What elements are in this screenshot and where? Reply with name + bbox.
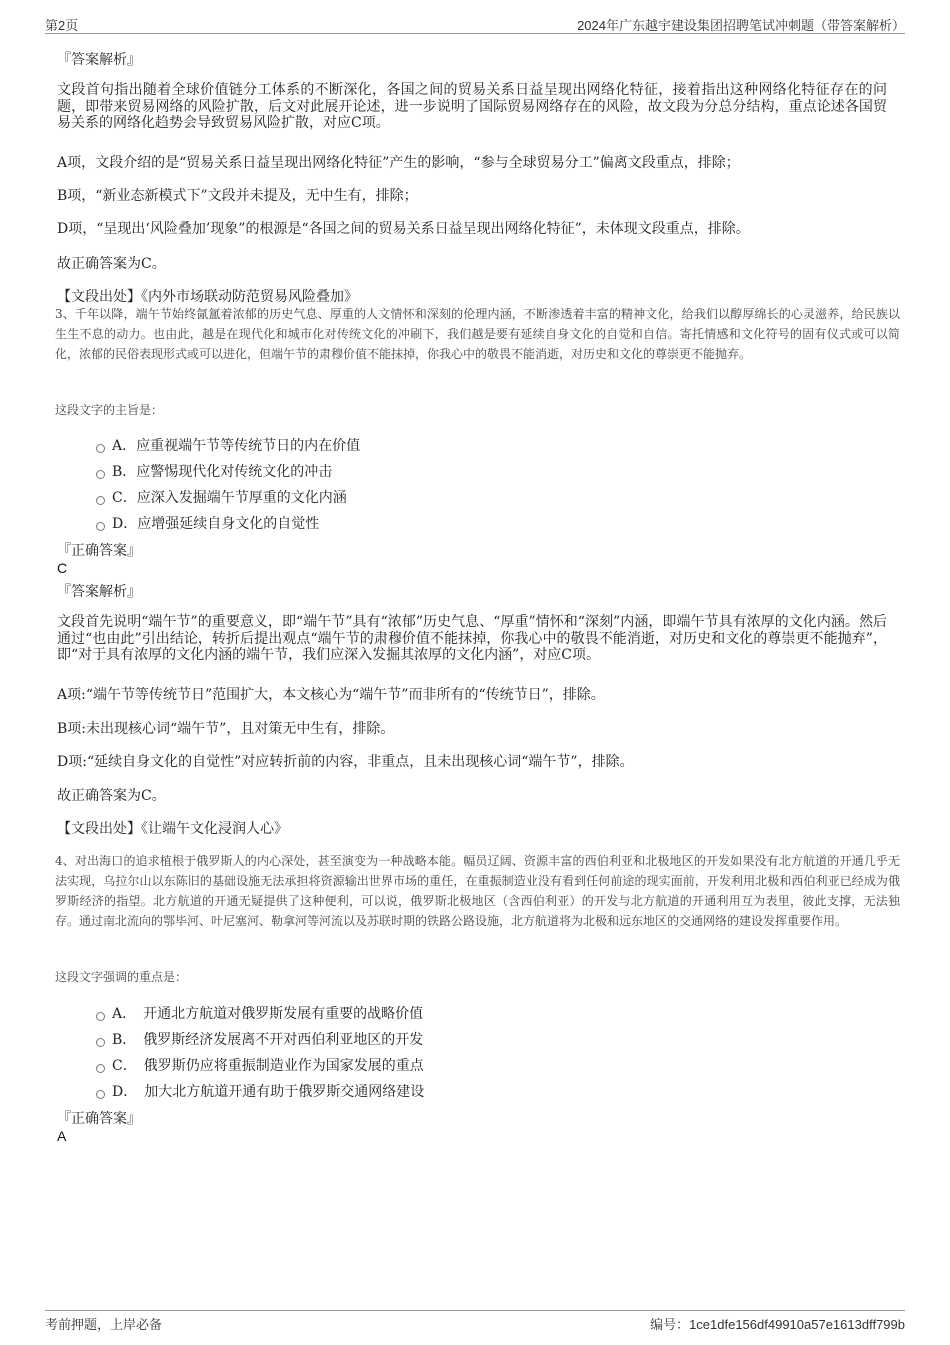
question-4-passage: 4、对出海口的追求植根于俄罗斯人的内心深处，甚至演变为一种战略本能。幅员辽阔、资源丰富的西伯利亚和北极地区的开发如果没有北方航道的开通几乎无法实现，乌拉尔山以东陈旧的基础设施无法承担将资源输出世界市场的重任，在重振制造业没有看到任何前途的现实面前，开发利用北极和西伯利亚已经成为俄罗斯经济的指望。北方航道的开通无疑提供了这种便利，可以说，俄罗斯北极地区（含西伯利亚）的开发与北方航道的开通利用互为表里，彼此支撑，无法独存。通过南北流向的鄂毕河、叶尼塞河、勒拿河等河流以及苏联时期的铁路公路设施，北方航道将为北极和远东地区的交通网络的建设发挥重要作用。 [55,854,900,928]
document-title: 2024年广东越宇建设集团招聘笔试冲刺题（带答案解析） [577,18,905,33]
question-4-option-b[interactable] [96,1029,423,1049]
radio-icon[interactable] [96,1012,105,1021]
passage-source: 【文段出处】《内外市场联动防范贸易风险叠加》 [57,289,358,305]
header-rule [45,33,905,34]
radio-icon[interactable] [96,470,105,479]
correct-answer-value: A [57,1128,67,1144]
document-id: 编号：1ce1dfe156df49910a57e1613dff799b [650,1317,905,1332]
analysis-label: 『答案解析』 [57,52,141,68]
question-3-passage: 3、千年以降，端午节始终氤氲着浓郁的历史气息、厚重的人文情怀和深刻的伦理内涵，不断渗透着丰富的精神文化，给我们以醇厚绵长的心灵滋养，给民族以生生不息的动力。也由此，越是在现代化和城市化对传统文化的冲刷下，我们越是要有延续自身文化的自觉和自信。寄托情感和文化符号的固有仪式或可以简化，浓郁的民俗表现形式或可以进化，但端午节的肃穆价值不能抹掉，你我心中的敬畏不能消逝，对历史和文化的尊崇更不能抛弃。 [55,307,900,361]
passage-source: 【文段出处】《让端午文化浸润人心》 [57,821,288,837]
footer-slogan: 考前押题，上岸必备 [45,1317,163,1332]
question-3-prompt: 这段文字的主旨是： [55,403,164,417]
analysis-paragraph: 文段首句指出随着全球价值链分工体系的不断深化，各国之间的贸易关系日益呈现出网络化特征，接着指出这种网络化特征存在的问题，即带来贸易网络的风险扩散，后文对此展开论述，进一步说明了国际贸易网络存在的风险，故文段为分总分结构，重点论述各国贸易关系的网络化趋势会导致贸易风险扩散，对应C项。 [57,82,887,131]
correct-answer-value: C [57,560,68,576]
option-label: A．应重视端午节等传统节日的内在价值 [112,438,361,454]
radio-icon[interactable] [96,444,105,453]
option-a-analysis: A项:“端午节等传统节日”范围扩大，本文核心为“端午节”而非所有的“传统节日”，排除。 [57,687,605,703]
option-label: C． 俄罗斯仍应将重振制造业作为国家发展的重点 [112,1058,424,1074]
option-label: B．应警惕现代化对传统文化的冲击 [112,464,333,480]
footer-rule [45,1310,905,1311]
correct-answer-label: 『正确答案』 [57,1111,141,1127]
analysis-paragraph: 文段首先说明“端午节”的重要意义，即“端午节”具有“浓郁”历史气息、“厚重”情怀和“深刻”内涵，即端午节具有浓厚的文化内涵。然后通过“也由此”引出结论，转折后提出观点“端午节的肃穆价值不能抹掉，你我心中的敬畏不能消逝，对历史和文化的尊崇更不能抛弃”，即“对于具有浓厚的文化内涵的端午节，我们应深入发掘其浓厚的文化内涵”，对应C项。 [57,614,887,663]
option-b-analysis: B项，“新业态新模式下”文段并未提及，无中生有，排除； [57,188,418,204]
option-label: A． 开通北方航道对俄罗斯发展有重要的战略价值 [112,1006,424,1022]
option-label: C．应深入发掘端午节厚重的文化内涵 [112,490,347,506]
option-d-analysis: D项:“延续自身文化的自觉性”对应转折前的内容，非重点，且未出现核心词“端午节”，排除。 [57,754,634,770]
question-4-option-d[interactable] [96,1081,424,1101]
option-label: B． 俄罗斯经济发展离不开对西伯利亚地区的开发 [112,1032,424,1048]
radio-icon[interactable] [96,1064,105,1073]
question-3-option-c[interactable] [96,487,347,507]
radio-icon[interactable] [96,1038,105,1047]
option-label: D．应增强延续自身文化的自觉性 [112,516,320,532]
option-a-analysis: A项，文段介绍的是“贸易关系日益呈现出网络化特征”产生的影响，“参与全球贸易分工”偏离文段重点，排除； [57,155,740,171]
analysis-label: 『答案解析』 [57,584,141,600]
radio-icon[interactable] [96,522,105,531]
correct-answer-label: 『正确答案』 [57,543,141,559]
question-3-option-a[interactable] [96,435,360,455]
question-3-option-d[interactable] [96,513,319,533]
question-4-option-c[interactable] [96,1055,424,1075]
page-number: 第2页 [45,18,79,33]
option-label: D． 加大北方航道开通有助于俄罗斯交通网络建设 [112,1084,425,1100]
answer-conclusion: 故正确答案为C。 [57,788,166,804]
answer-conclusion: 故正确答案为C。 [57,256,166,272]
radio-icon[interactable] [96,1090,105,1099]
question-4-prompt: 这段文字强调的重点是： [55,970,188,984]
question-3-option-b[interactable] [96,461,332,481]
question-4-option-a[interactable] [96,1003,423,1023]
radio-icon[interactable] [96,496,105,505]
option-d-analysis: D项，“呈现出‘风险叠加’现象”的根源是“各国之间的贸易关系日益呈现出网络化特征”，未体现文段重点，排除。 [57,221,750,237]
option-b-analysis: B项:未出现核心词“端午节”，且对策无中生有，排除。 [57,721,395,737]
